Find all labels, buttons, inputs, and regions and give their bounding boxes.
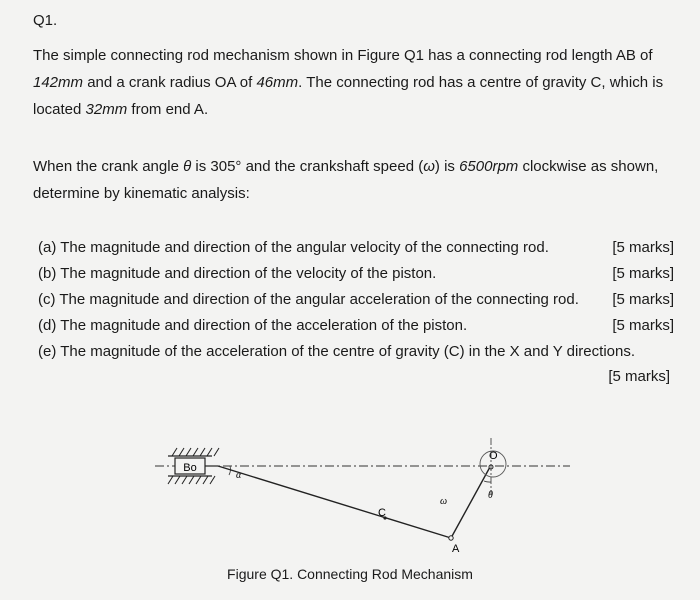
part-b: (b) The magnitude and direction of the velocity of the piston. [5 marks]	[38, 261, 678, 287]
theta-label: θ	[488, 490, 493, 501]
cg-distance-value: 32mm	[85, 101, 128, 118]
bottom-guide	[168, 476, 215, 484]
part-a: (a) The magnitude and direction of the angular velocity of the connecting rod. [5 marks]	[38, 235, 678, 261]
part-c-marks: [5 marks]	[612, 291, 674, 308]
pin-a	[449, 536, 453, 540]
figure-caption: Figure Q1. Connecting Rod Mechanism	[227, 566, 473, 582]
conditions-paragraph: When the crank angle θ is 305° and the crankshaft speed (ω) is 6500rpm clockwise as shown, determine by kinematic analysis:	[33, 158, 659, 202]
connecting-rod	[218, 466, 451, 538]
intro-paragraph: The simple connecting rod mechanism shown in Figure Q1 has a connecting rod length AB of 142mm and a crank radius OA of 46mm. The connecting rod has a centre of gravity C, which is located 32mm from end A.	[33, 47, 664, 118]
cg-label: C	[378, 507, 386, 519]
part-d-marks: [5 marks]	[612, 317, 674, 334]
mechanism-figure	[150, 430, 570, 558]
crank-radius-value: 46mm	[256, 74, 299, 91]
question-number: Q1.	[33, 12, 58, 29]
rod-length-value: 142mm	[33, 74, 84, 91]
piston-label: Bo	[183, 462, 197, 474]
part-d: (d) The magnitude and direction of the acceleration of the piston. [5 marks]	[38, 313, 678, 339]
a-label: A	[452, 543, 460, 555]
o-label: O	[489, 450, 498, 462]
omega-label: ω	[440, 496, 448, 507]
crank-arm	[451, 467, 490, 538]
crank-speed-value: 6500rpm	[459, 158, 519, 175]
part-b-marks: [5 marks]	[612, 265, 674, 282]
alpha-label: α	[236, 470, 242, 481]
part-c: (c) The magnitude and direction of the angular acceleration of the connecting rod. [5 marks]	[38, 287, 678, 313]
question-parts	[38, 235, 678, 365]
part-a-marks: [5 marks]	[612, 239, 674, 256]
part-e: (e) The magnitude of the acceleration of the centre of gravity (C) in the X and Y directions.	[38, 343, 635, 360]
top-guide	[168, 448, 219, 456]
part-e-marks: [5 marks]	[608, 368, 670, 385]
